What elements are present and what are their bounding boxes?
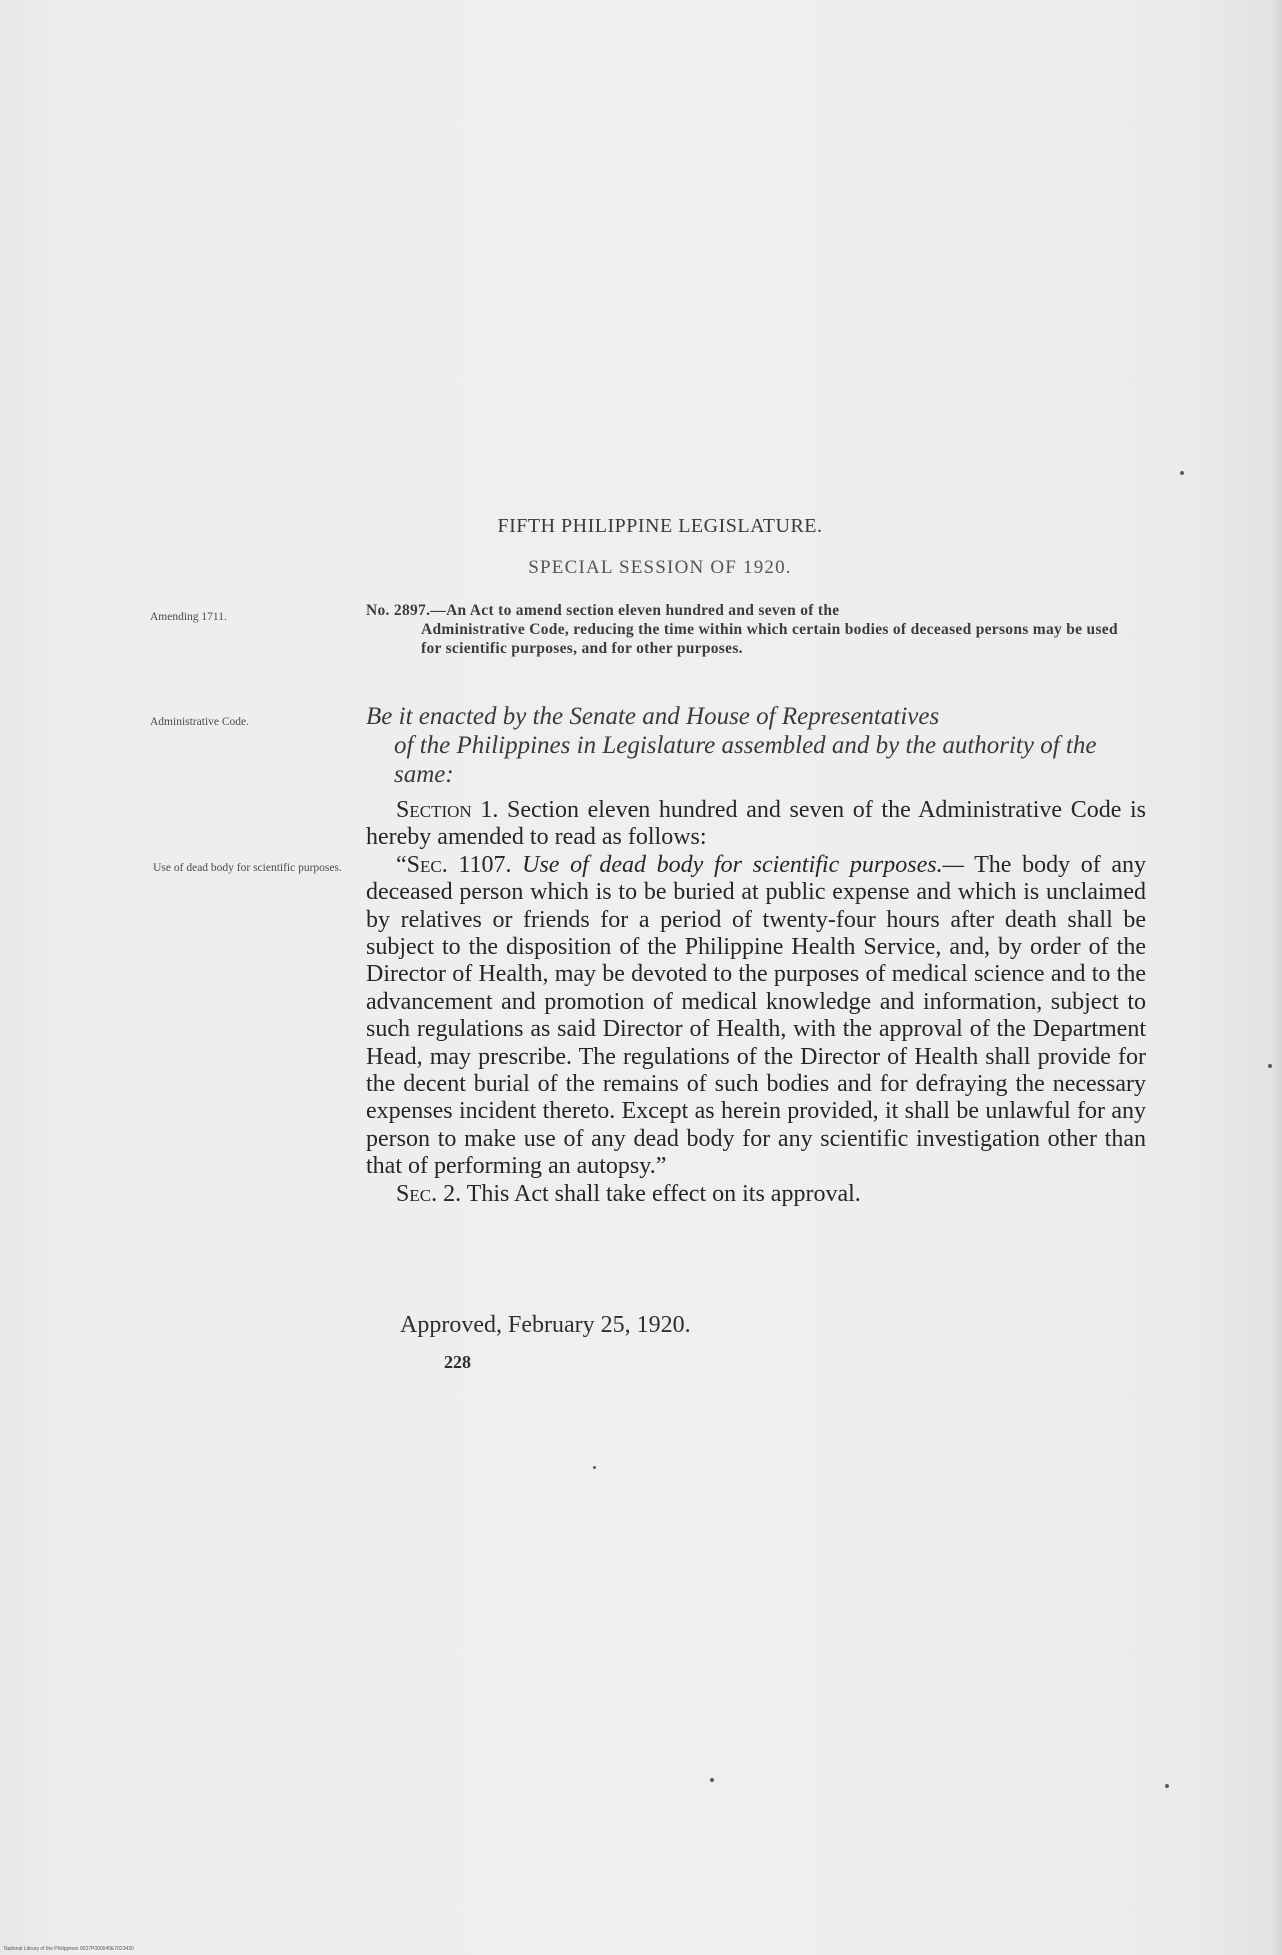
sec-1107-paragraph [366, 852, 1146, 1181]
enacting-rest: of the Philippines in Legislature assembled and by the authority of the same: [394, 732, 1097, 788]
enacting-lead: Be it enacted by the Senate and House of Representatives [366, 703, 940, 730]
act-summary [366, 601, 1136, 658]
paper-speck [593, 1466, 596, 1469]
section-2-paragraph [366, 1181, 1146, 1208]
sec-1107-title: Use of dead body for scientific purposes.— [522, 851, 964, 878]
margin-note-dead-body: Use of dead body for scientific purposes. [153, 862, 342, 874]
paper-speck [1180, 471, 1184, 475]
page-number: 228 [444, 1352, 471, 1372]
section-2-label: Sec. 2. [396, 1180, 462, 1207]
section-1-text: Section eleven hundred and seven of the Administrative Code is hereby amended to read as follows: [366, 797, 1147, 851]
legislature-heading: FIFTH PHILIPPINE LEGISLATURE. [497, 515, 823, 537]
act-summary-lead: No. 2897.—An Act to amend section eleven hundred and seven of the [366, 602, 840, 619]
sec-1107-label: “Sec. 1107. [396, 851, 512, 878]
paper-speck [1165, 1784, 1169, 1788]
section-2-text: This Act shall take effect on its approval. [466, 1180, 861, 1207]
sec-1107-body: The body of any deceased person which is to be buried at public expense and which is unclaimed by relatives or friends for a period of twenty-four hours after death shall be subject to the disposition of the Philippine Health Service, and, by order of the Director of Health, may be devoted to the purposes of medical science and to the advancement and promotion of medical knowledge and information, subject to such regulations as said Director of Health, with the approval of the Department Head, may prescribe. The regulations of the Director of Health shall provide for the decent burial of the remains of such bodies and for defraying the necessary expenses incident thereto. Except as herein provided, it shall be unlawful for any person to make use of any dead body for any scientific investigation other than that of performing an autopsy.” [366, 851, 1146, 1180]
act-summary-rest: Administrative Code, reducing the time within which certain bodies of deceased persons may be used for scientific purposes, and for other purposes. [421, 621, 1118, 657]
paper-speck [710, 1778, 714, 1782]
scan-credit: National Library of the Philippines 0027P000045E7023430 [4, 1946, 134, 1952]
act-body [366, 797, 1146, 1208]
section-1-label: Section 1. [396, 797, 499, 823]
paper-speck [1268, 1064, 1272, 1068]
page-edge-shadow [1272, 0, 1282, 1955]
enacting-clause [366, 702, 1146, 789]
margin-note-amending: Amending 1711. [150, 611, 227, 623]
session-heading: SPECIAL SESSION OF 1920. [528, 557, 792, 578]
section-1-paragraph [366, 797, 1146, 852]
margin-note-administrative-code: Administrative Code. [150, 716, 250, 728]
approval-date: Approved, February 25, 1920. [400, 1312, 691, 1338]
